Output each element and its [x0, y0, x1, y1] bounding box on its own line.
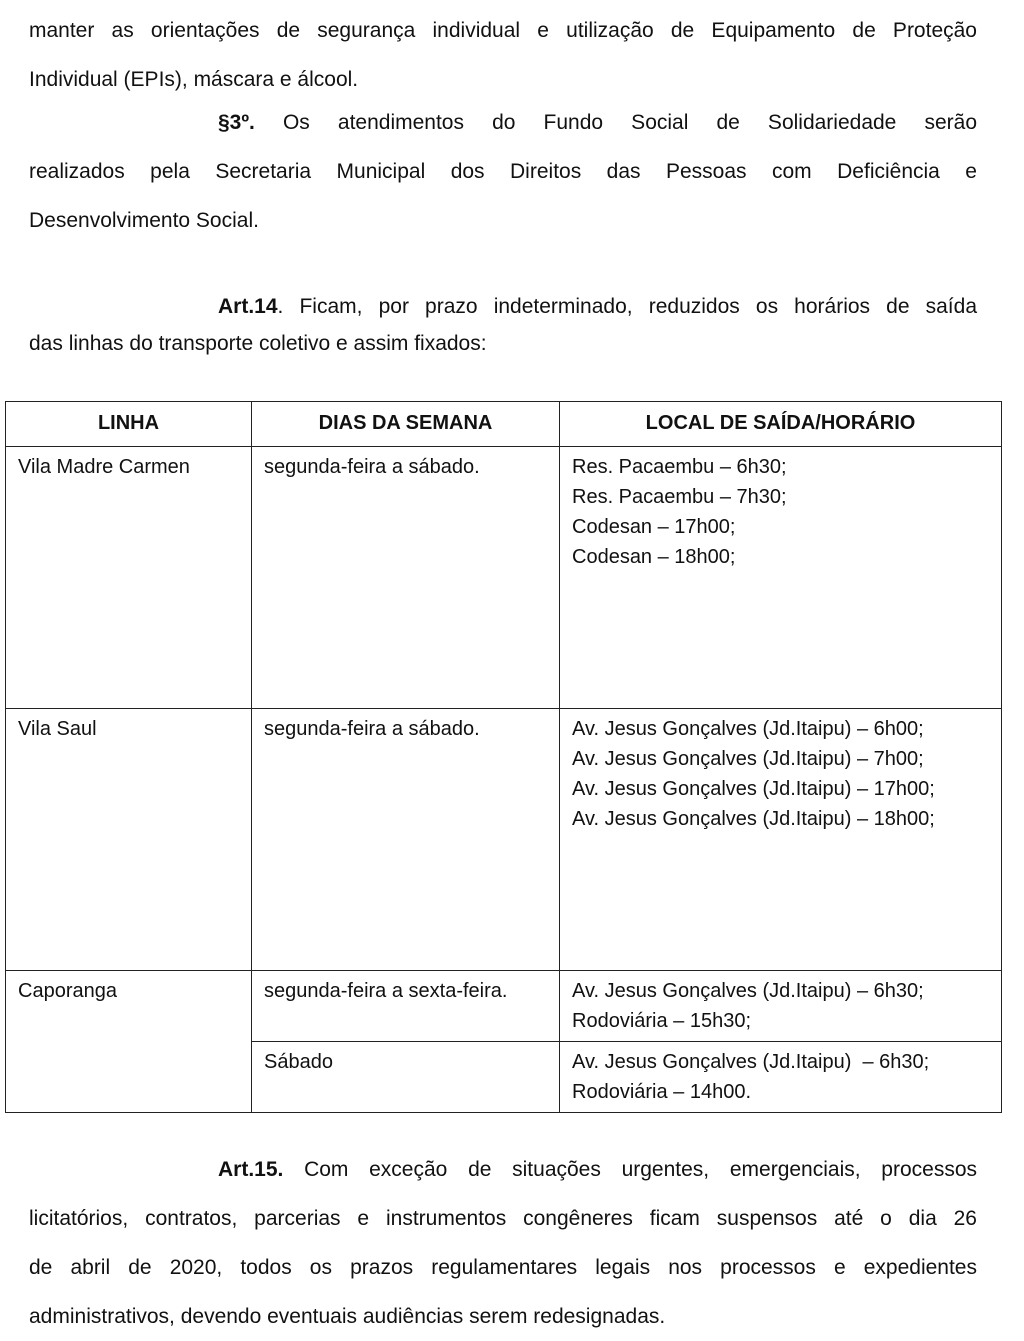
table-header-row — [6, 402, 1002, 447]
article-label: Art.15. — [218, 1158, 284, 1181]
cell-local — [560, 709, 1002, 971]
schedule-entry: Rodoviária – 15h30; — [572, 1010, 752, 1032]
bus-schedule-table — [5, 401, 1002, 1113]
header-linha: LINHA — [6, 402, 252, 447]
paragraph-line — [29, 1145, 977, 1194]
paragraph-line: Desenvolvimento Social. — [29, 209, 259, 232]
article-label: Art.14 — [218, 295, 278, 318]
schedule-entry: Av. Jesus Gonçalves (Jd.Itaipu) – 6h30; — [572, 980, 924, 1002]
cell-dias: segunda-feira a sexta-feira. — [252, 971, 560, 1042]
cell-dias: segunda-feira a sábado. — [252, 709, 560, 971]
paragraph-line: manter as orientações de segurança individual e utilização de Equipamento de Proteção — [29, 19, 977, 42]
cell-local — [560, 1042, 1002, 1113]
schedule-entry: Av. Jesus Gonçalves (Jd.Itaipu) – 7h00; — [572, 748, 924, 770]
section-label: §3º. — [218, 111, 255, 134]
table-row — [6, 709, 1002, 971]
table-row — [6, 971, 1002, 1042]
schedule-entry: Rodoviária – 14h00. — [572, 1081, 752, 1103]
schedule-entry: Codesan – 17h00; — [572, 516, 736, 538]
paragraph-line — [29, 288, 977, 325]
cell-local — [560, 971, 1002, 1042]
article-14 — [29, 288, 977, 362]
paragraph-text: . Ficam, por prazo indeterminado, reduzidos os horários de saída — [277, 295, 977, 318]
header-dias: DIAS DA SEMANA — [252, 402, 560, 447]
article-15 — [29, 1145, 977, 1341]
schedule-entry: Res. Pacaembu – 7h30; — [572, 486, 787, 508]
paragraph-section-3 — [29, 98, 977, 245]
schedule-entry: Av. Jesus Gonçalves (Jd.Itaipu) – 6h00; — [572, 718, 924, 740]
paragraph-line: Individual (EPIs), máscara e álcool. — [29, 68, 359, 91]
cell-dias: segunda-feira a sábado. — [252, 447, 560, 709]
schedule-entry: Av. Jesus Gonçalves (Jd.Itaipu) – 17h00; — [572, 778, 935, 800]
paragraph-line: administrativos, devendo eventuais audiências serem redesignadas. — [29, 1305, 666, 1328]
cell-linha: Vila Madre Carmen — [6, 447, 252, 709]
schedule-entry: Codesan – 18h00; — [572, 546, 736, 568]
paragraph-continuation — [29, 6, 977, 104]
header-local: LOCAL DE SAÍDA/HORÁRIO — [560, 402, 1002, 447]
schedule-entry: Res. Pacaembu – 6h30; — [572, 456, 787, 478]
schedule-entry: Av. Jesus Gonçalves (Jd.Itaipu) – 18h00; — [572, 808, 935, 830]
paragraph-text: Os atendimentos do Fundo Social de Solidariedade serão — [254, 111, 977, 134]
schedule-entry: Av. Jesus Gonçalves (Jd.Itaipu) – 6h30; — [572, 1051, 930, 1073]
paragraph-text: Com exceção de situações urgentes, emergenciais, processos — [283, 1158, 977, 1181]
paragraph-line: das linhas do transporte coletivo e assim fixados: — [29, 332, 487, 355]
paragraph-line: realizados pela Secretaria Municipal dos Direitos das Pessoas com Deficiência e — [29, 160, 977, 183]
table-row — [6, 447, 1002, 709]
paragraph-line: de abril de 2020, todos os prazos regulamentares legais nos processos e expedientes — [29, 1256, 977, 1279]
paragraph-line — [29, 98, 977, 147]
cell-local — [560, 447, 1002, 709]
cell-linha: Vila Saul — [6, 709, 252, 971]
cell-linha: Caporanga — [6, 971, 252, 1113]
paragraph-line: licitatórios, contratos, parcerias e instrumentos congêneres ficam suspensos até o dia 26 — [29, 1207, 977, 1230]
cell-dias: Sábado — [252, 1042, 560, 1113]
